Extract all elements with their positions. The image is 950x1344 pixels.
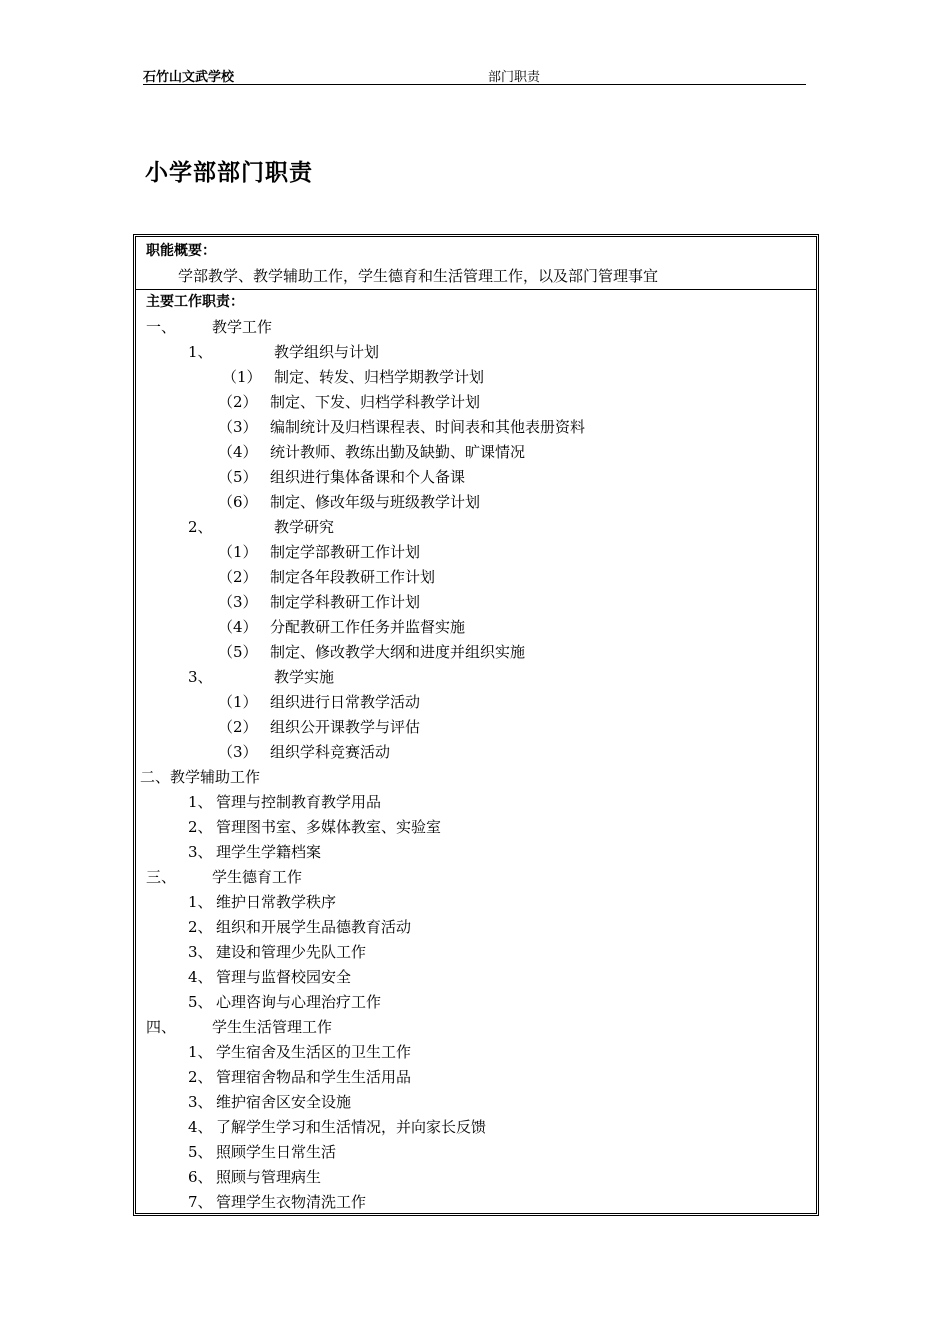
list-item: 管理宿舍物品和学生生活用品 bbox=[216, 1068, 412, 1086]
header-section: 部门职责 bbox=[488, 70, 541, 85]
page-header bbox=[143, 66, 806, 85]
list-item: 组织公开课教学与评估 bbox=[270, 718, 421, 736]
duties-label: 主要工作职责： bbox=[146, 294, 244, 310]
list-item: 制定、修改年级与班级教学计划 bbox=[270, 493, 481, 511]
item-number: 3、 bbox=[188, 943, 213, 961]
item-number: （1） bbox=[222, 368, 262, 386]
item-number: 2、 bbox=[188, 1068, 213, 1086]
item-number: （3） bbox=[218, 593, 258, 611]
duties-table bbox=[133, 234, 819, 1216]
item-number: （5） bbox=[218, 643, 258, 661]
section-heading: 二、教学辅助工作 bbox=[140, 768, 261, 786]
item-number: 7、 bbox=[188, 1193, 213, 1211]
item-number: （4） bbox=[218, 443, 258, 461]
list-item: 管理与监督校园安全 bbox=[216, 968, 352, 986]
list-item: 照顾与管理病生 bbox=[216, 1168, 322, 1186]
section-number: 四、 bbox=[146, 1018, 177, 1036]
item-number: 4、 bbox=[188, 968, 213, 986]
school-name: 石竹山文武学校 bbox=[143, 70, 235, 85]
list-item: 维护日常教学秩序 bbox=[216, 893, 337, 911]
section-title: 学生生活管理工作 bbox=[212, 1018, 333, 1036]
item-number: 2、 bbox=[188, 918, 213, 936]
list-item: 管理学生衣物清洗工作 bbox=[216, 1193, 367, 1211]
list-item: 管理图书室、多媒体教室、实验室 bbox=[216, 818, 442, 836]
group-title: 教学组织与计划 bbox=[274, 343, 380, 361]
list-item: 建设和管理少先队工作 bbox=[216, 943, 367, 961]
list-item: 组织和开展学生品德教育活动 bbox=[216, 918, 412, 936]
item-number: （2） bbox=[218, 393, 258, 411]
list-item: 组织学科竞赛活动 bbox=[270, 743, 391, 761]
item-number: （1） bbox=[218, 693, 258, 711]
list-item: 组织进行集体备课和个人备课 bbox=[270, 468, 466, 486]
list-item: 理学生学籍档案 bbox=[216, 843, 322, 861]
item-number: 1、 bbox=[188, 1043, 213, 1061]
item-number: 4、 bbox=[188, 1118, 213, 1136]
list-item: 照顾学生日常生活 bbox=[216, 1143, 337, 1161]
item-number: 3、 bbox=[188, 1093, 213, 1111]
group-number: 1、 bbox=[188, 343, 213, 361]
list-item: 制定、转发、归档学期教学计划 bbox=[274, 368, 485, 386]
list-item: 了解学生学习和生活情况，并向家长反馈 bbox=[216, 1118, 487, 1136]
list-item: 分配教研工作任务并监督实施 bbox=[270, 618, 466, 636]
group-number: 2、 bbox=[188, 518, 213, 536]
list-item: 制定、修改教学大纲和进度并组织实施 bbox=[270, 643, 526, 661]
list-item: 编制统计及归档课程表、时间表和其他表册资料 bbox=[270, 418, 586, 436]
section-title: 学生德育工作 bbox=[212, 868, 303, 886]
list-item: 制定各年段教研工作计划 bbox=[270, 568, 436, 586]
item-number: （5） bbox=[218, 468, 258, 486]
overview-label: 职能概要： bbox=[146, 243, 216, 259]
item-number: （2） bbox=[218, 568, 258, 586]
item-number: （2） bbox=[218, 718, 258, 736]
list-item: 制定学部教研工作计划 bbox=[270, 543, 421, 561]
group-number: 3、 bbox=[188, 668, 213, 686]
item-number: 5、 bbox=[188, 1143, 213, 1161]
item-number: 3、 bbox=[188, 843, 213, 861]
list-item: 管理与控制教育教学用品 bbox=[216, 793, 382, 811]
list-item: 制定、下发、归档学科教学计划 bbox=[270, 393, 481, 411]
item-number: （4） bbox=[218, 618, 258, 636]
section-title: 教学工作 bbox=[212, 318, 273, 336]
section-number: 一、 bbox=[146, 318, 177, 336]
group-title: 教学实施 bbox=[274, 668, 335, 686]
item-number: 6、 bbox=[188, 1168, 213, 1186]
overview-text: 学部教学、教学辅助工作，学生德育和生活管理工作，以及部门管理事宜 bbox=[178, 267, 659, 285]
list-item: 制定学科教研工作计划 bbox=[270, 593, 421, 611]
item-number: （3） bbox=[218, 743, 258, 761]
section-number: 三、 bbox=[146, 868, 177, 886]
list-item: 学生宿舍及生活区的卫生工作 bbox=[216, 1043, 412, 1061]
table-divider bbox=[136, 289, 816, 290]
item-number: 1、 bbox=[188, 893, 213, 911]
list-item: 统计教师、教练出勤及缺勤、旷课情况 bbox=[270, 443, 526, 461]
group-title: 教学研究 bbox=[274, 518, 335, 536]
page-title: 小学部部门职责 bbox=[145, 160, 313, 186]
list-item: 心理咨询与心理治疗工作 bbox=[216, 993, 382, 1011]
list-item: 维护宿舍区安全设施 bbox=[216, 1093, 352, 1111]
item-number: 5、 bbox=[188, 993, 213, 1011]
item-number: 1、 bbox=[188, 793, 213, 811]
list-item: 组织进行日常教学活动 bbox=[270, 693, 421, 711]
item-number: （3） bbox=[218, 418, 258, 436]
item-number: （1） bbox=[218, 543, 258, 561]
item-number: 2、 bbox=[188, 818, 213, 836]
item-number: （6） bbox=[218, 493, 258, 511]
